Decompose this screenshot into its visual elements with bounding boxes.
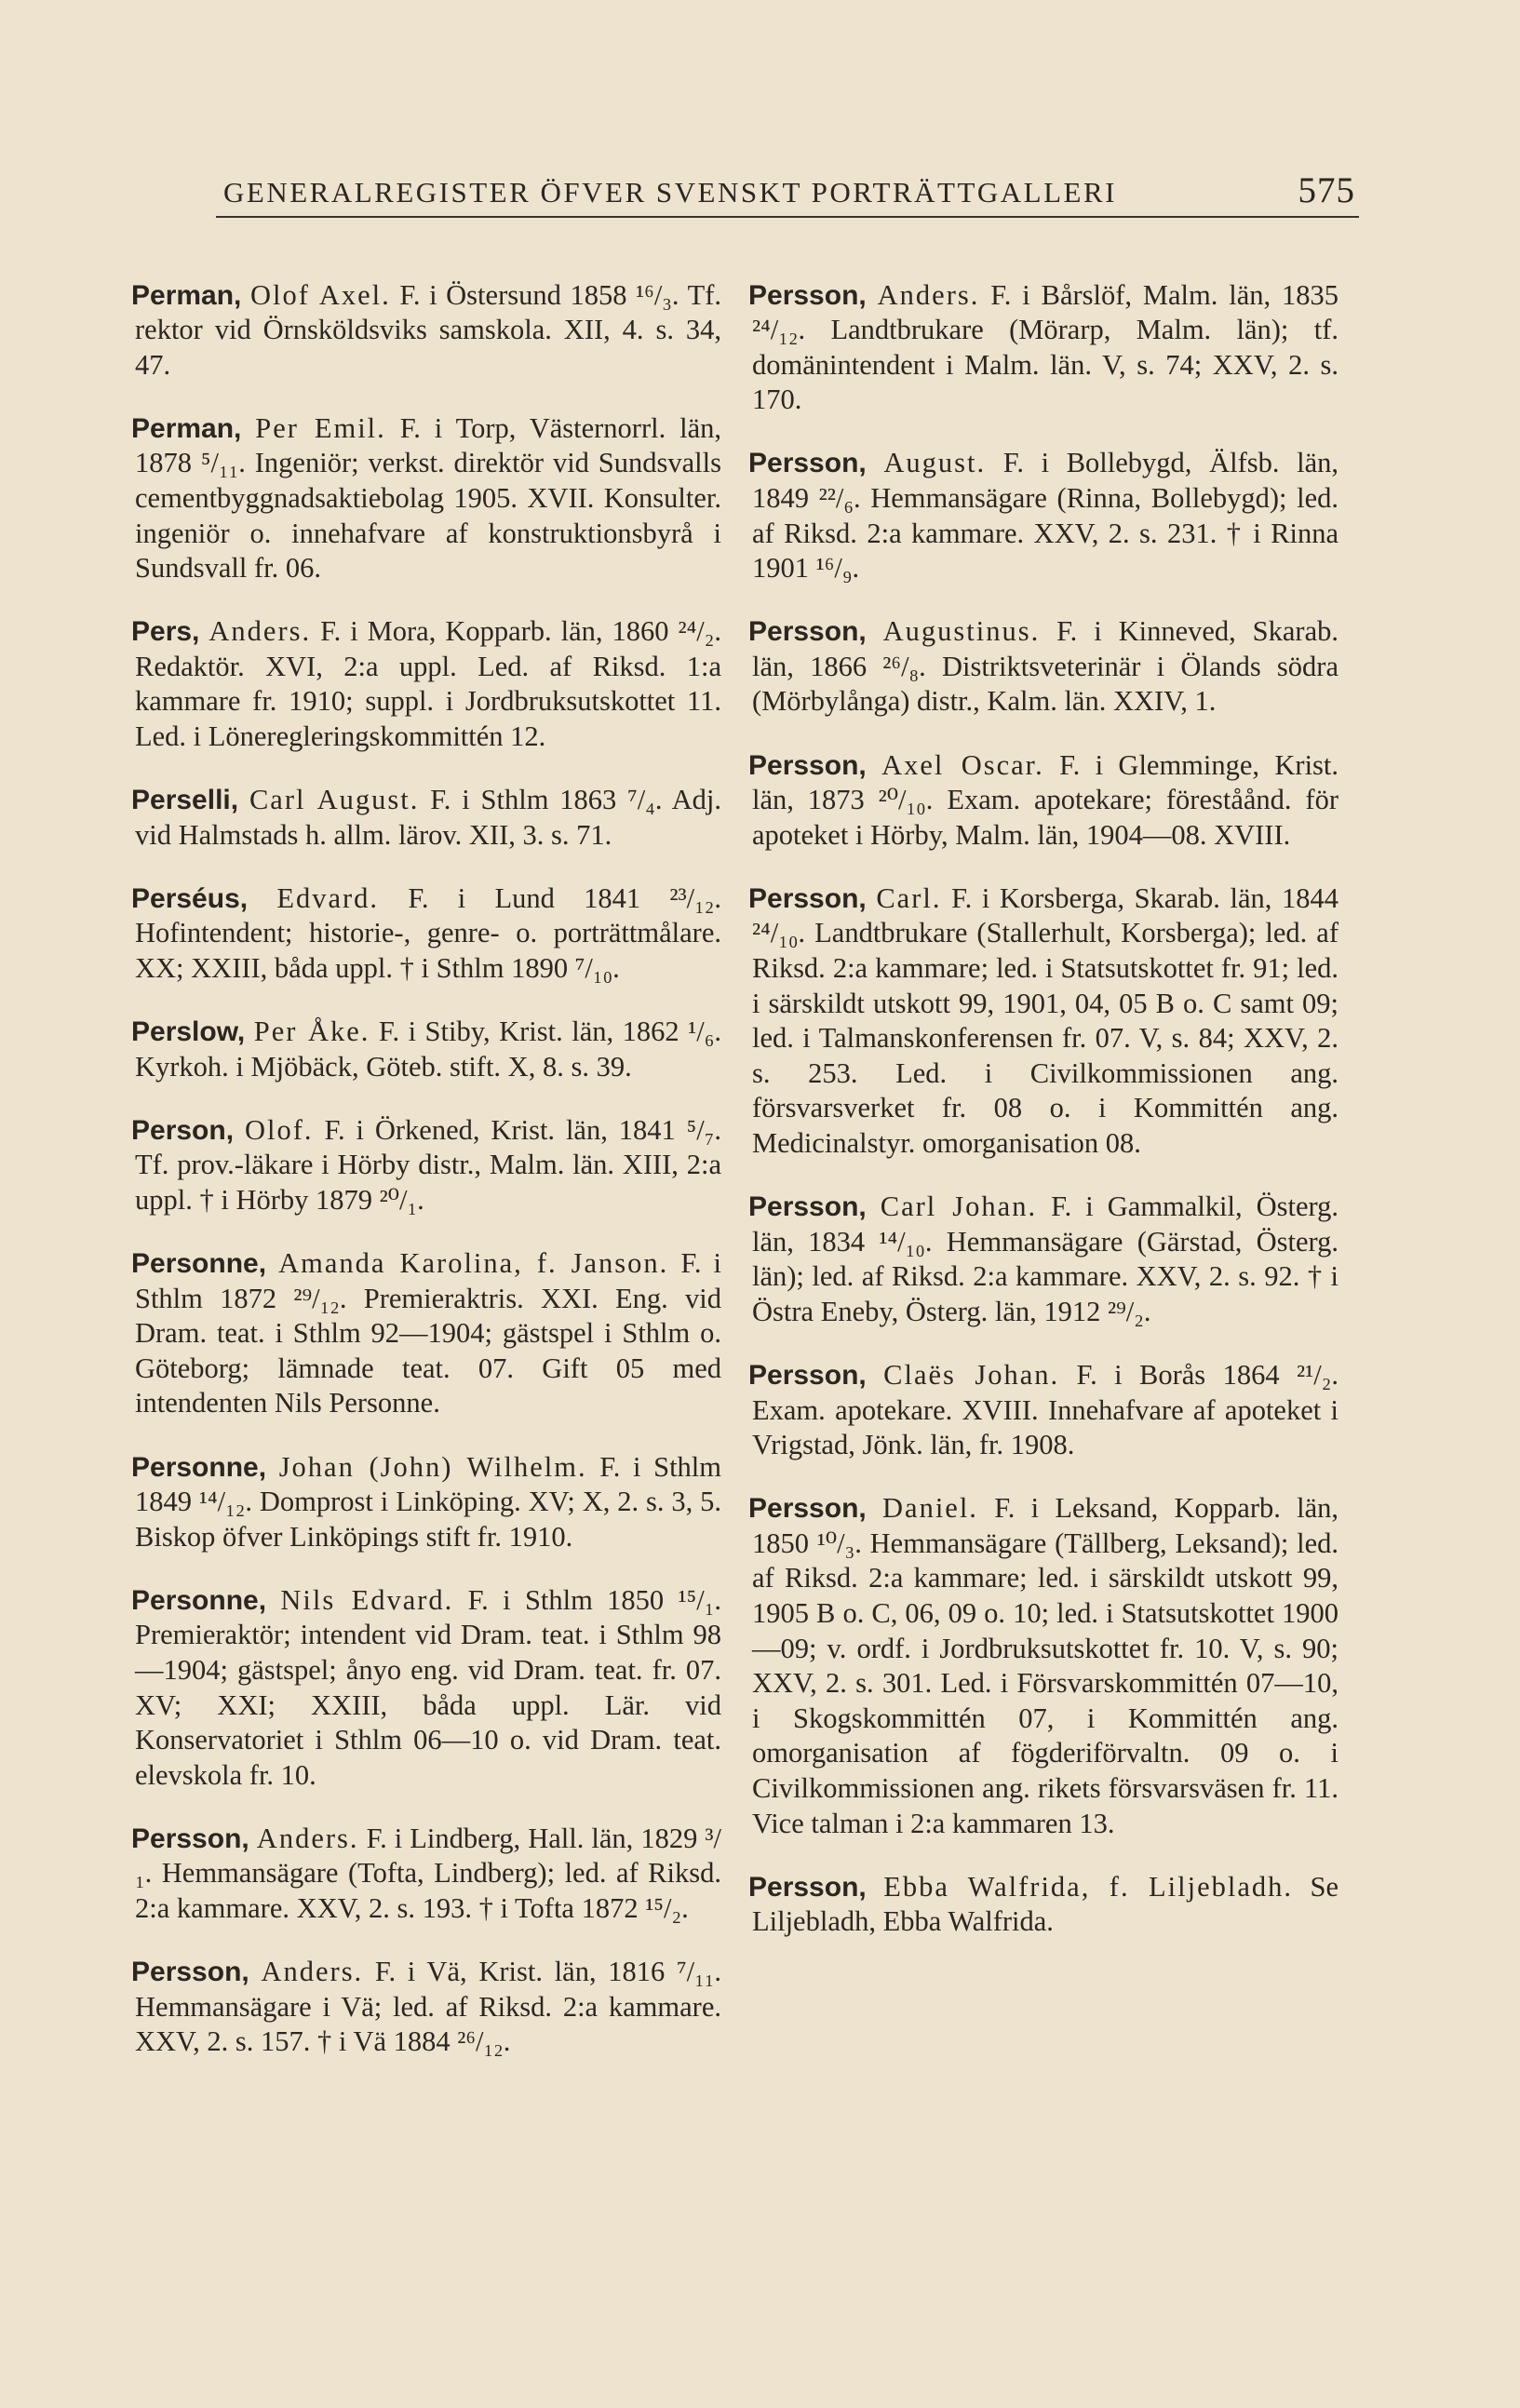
register-entry bbox=[131, 1246, 722, 1421]
entry-given-names: Augustinus. bbox=[882, 615, 1041, 648]
entry-surname: Persson, bbox=[748, 279, 867, 311]
entry-text: F. i Sthlm 1863 ⁷/₄. Adj. vid Halmstads h. allm. lärov. XII, 3. s. 71. bbox=[135, 784, 722, 851]
entry-surname: Personne, bbox=[131, 1584, 267, 1616]
entry-given-names: Anders. bbox=[256, 1822, 359, 1854]
entry-given-names: Anders. bbox=[877, 278, 980, 311]
left-column bbox=[131, 249, 722, 2071]
entry-surname: Perslow, bbox=[131, 1016, 246, 1048]
entry-surname: Persson, bbox=[748, 1191, 867, 1223]
entry-given-names: Axel Oscar. bbox=[881, 748, 1044, 781]
entry-text: F. i Stiby, Krist. län, 1862 ¹/₆. Kyrkoh. i Mjöbäck, Göteb. stift. X, 8. s. 39. bbox=[135, 1016, 722, 1083]
entry-given-names: Olof. bbox=[244, 1113, 314, 1146]
entry-text: F. i Mora, Kopparb. län, 1860 ²⁴/₂. Redaktör. XVI, 2:a uppl. Led. af Riksd. 1:a kammare fr. 1910; suppl. i Jordbruksutskottet 11. Led. i Löneregleringskommittén 12. bbox=[135, 615, 721, 753]
running-title: GENERALREGISTER ÖFVER SVENSKT PORTRÄTTGALLERI bbox=[223, 176, 1117, 209]
entry-text: F. i Bårslöf, Malm. län, 1835 ²⁴/₁₂. Landtbrukare (Mörarp, Malm. län); tf. domänintendent i Malm. län. V, s. 74; XXV, 2. s. 170. bbox=[752, 278, 1339, 416]
entry-given-names: Ebba Walfrida, f. Liljebladh. bbox=[883, 1870, 1294, 1903]
entry-given-names: Claës Johan. bbox=[883, 1358, 1060, 1391]
entry-surname: Person, bbox=[131, 1114, 235, 1146]
entry-given-names: Per Åke. bbox=[253, 1016, 370, 1048]
entry-given-names: Carl. bbox=[876, 881, 942, 914]
register-entry bbox=[131, 1822, 722, 1927]
entry-surname: Persson, bbox=[748, 448, 867, 479]
register-entry bbox=[131, 614, 721, 754]
entry-surname: Perman, bbox=[131, 279, 242, 311]
entry-text: F. i Vä, Krist. län, 1816 ⁷/₁₁. Hemmansägare i Vä; led. af Riksd. 2:a kammare. XXV, 2. s. 157. † i Vä 1884 ²⁶/₁₂. bbox=[135, 1956, 722, 2058]
entry-text: F. i Sthlm 1850 ¹⁵/₁. Premieraktör; intendent vid Dram. teat. i Sthlm 98—1904; gästspel; ånyo eng. vid Dram. teat. fr. 07. XV; XXI; XXIII, båda uppl. Lär. vid Konservatoriet i Sthlm 06—10 o. vid Dram. teat. elevskola fr. 10. bbox=[135, 1583, 722, 1791]
entry-given-names: Daniel. bbox=[882, 1492, 978, 1525]
entry-given-names: Anders. bbox=[208, 615, 312, 648]
entry-given-names: Carl Johan. bbox=[880, 1191, 1038, 1223]
entry-surname: Persson, bbox=[748, 1493, 867, 1525]
entry-surname: Perman, bbox=[131, 412, 242, 444]
register-entry bbox=[748, 881, 1339, 1162]
entry-given-names: Olof Axel. bbox=[250, 278, 391, 311]
entry-surname: Personne, bbox=[131, 1451, 267, 1483]
register-entry bbox=[131, 881, 722, 987]
register-entry bbox=[131, 411, 722, 586]
register-entry bbox=[131, 783, 722, 853]
entry-text: F. i Lund 1841 ²³/₁₂. Hofintendent; historie-, genre- o. porträttmålare. XX; XXIII, båda uppl. † i Sthlm 1890 ⁷/₁₀. bbox=[135, 881, 722, 984]
register-entry bbox=[131, 1450, 721, 1555]
register-entry bbox=[131, 1955, 722, 2060]
right-column bbox=[748, 249, 1339, 1951]
entry-surname: Persson, bbox=[748, 749, 867, 781]
entry-text: F. i Torp, Västernorrl. län, 1878 ⁵/₁₁. Ingeniör; verkst. direktör vid Sundsvalls cementbyggnadsaktiebolag 1905. XVII. Konsulter. ingeniör o. innehafvare af konstruktionsbyrå i Sundsvall fr. 06. bbox=[135, 411, 722, 585]
entry-given-names: Anders. bbox=[261, 1956, 364, 1988]
register-entry bbox=[748, 446, 1339, 585]
entry-text: F. i Glemminge, Krist. län, 1873 ²⁰/₁₀. Exam. apotekare; föreståånd. för apoteket i Hörby, Malm. län, 1904—08. XVIII. bbox=[752, 748, 1339, 851]
entry-surname: Personne, bbox=[131, 1248, 267, 1280]
entry-given-names: Per Emil. bbox=[255, 411, 386, 444]
entry-surname: Persson, bbox=[748, 1871, 867, 1903]
entry-surname: Pers, bbox=[131, 616, 200, 648]
entry-text: F. i Kinneved, Skarab. län, 1866 ²⁶/₈. Distriktsveterinär i Ölands södra (Mörbylånga) distr., Kalm. län. XXIV, 1. bbox=[752, 615, 1338, 718]
entry-text: F. i Leksand, Kopparb. län, 1850 ¹⁰/₃. Hemmansägare (Tällberg, Leksand); led. af Riksd. 2:a kammare; led. i särskildt utskott 99, 1905 B o. C, 06, 09 o. 10; led. i Statsutskottet 1900—09; v. ordf. i Jordbruksutskottet fr. 10. V, s. 90; XXV, 2. s. 301. Led. i Försvarskommittén 07—10, i Skogskommittén 07, i Kommittén ang. omorganisation af fögderiförvaltn. 09 o. i Civilkommissionen ang. rikets försvarsväsen fr. 11. Vice talman i 2:a kammaren 13. bbox=[752, 1492, 1339, 1839]
register-entry bbox=[748, 1491, 1339, 1841]
entry-text: F. i Bollebygd, Älfsb. län, 1849 ²²/₆. Hemmansägare (Rinna, Bollebygd); led. af Riksd. 2:a kammare. XXV, 2. s. 231. † i Rinna 1901 ¹⁶/₉. bbox=[752, 447, 1339, 585]
entry-given-names: Amanda Karolina, f. Janson. bbox=[278, 1247, 669, 1280]
register-entry bbox=[131, 1583, 722, 1794]
entry-given-names: Carl August. bbox=[249, 784, 420, 816]
entry-text: F. i Lindberg, Hall. län, 1829 ³/₁. Hemmansägare (Tofta, Lindberg); led. af Riksd. 2:a kammare. XXV, 2. s. 193. † i Tofta 1872 ¹⁵/₂. bbox=[135, 1822, 722, 1925]
register-entry bbox=[131, 278, 722, 383]
register-entry bbox=[748, 278, 1339, 418]
entry-surname: Perséus, bbox=[131, 882, 249, 914]
entry-given-names: Edvard. bbox=[276, 881, 380, 914]
entry-surname: Persson, bbox=[131, 1823, 249, 1854]
entry-given-names: Nils Edvard. bbox=[280, 1583, 454, 1616]
register-entry bbox=[131, 1113, 722, 1218]
entry-surname: Persson, bbox=[131, 1957, 249, 1988]
register-entry bbox=[131, 1015, 722, 1084]
entry-given-names: August. bbox=[883, 447, 987, 479]
register-entry bbox=[748, 1358, 1339, 1463]
entry-text: F. i Sthlm 1872 ²⁹/₁₂. Premieraktris. XXI. Eng. vid Dram. teat. i Sthlm 92—1904; gästspel i Sthlm o. Göteborg; lämnade teat. 07. Gift 05 med intendenten Nils Personne. bbox=[135, 1247, 722, 1419]
entry-text: F. i Östersund 1858 ¹⁶/₃. Tf. rektor vid Örnsköldsviks samskola. XII, 4. s. 34, 47. bbox=[135, 278, 722, 381]
entry-text: F. i Örkened, Krist. län, 1841 ⁵/₇. Tf. prov.-läkare i Hörby distr., Malm. län. XIII, 2:a uppl. † i Hörby 1879 ²⁰/₁. bbox=[135, 1113, 722, 1216]
entry-text: F. i Sthlm 1849 ¹⁴/₁₂. Domprost i Linköping. XV; X, 2. s. 3, 5. Biskop öfver Linköpings stift fr. 1910. bbox=[135, 1450, 721, 1553]
entry-text: F. i Gammalkil, Österg. län, 1834 ¹⁴/₁₀. Hemmansägare (Gärstad, Österg. län); led. af Riksd. 2:a kammare. XXV, 2. s. 92. † i Östra Eneby, Österg. län, 1912 ²⁹/₂. bbox=[752, 1191, 1339, 1327]
entry-surname: Persson, bbox=[748, 882, 867, 914]
entry-text: F. i Borås 1864 ²¹/₂. Exam. apotekare. XVIII. Innehafvare af apoteket i Vrigstad, Jönk. län, fr. 1908. bbox=[752, 1358, 1339, 1461]
register-entry bbox=[748, 748, 1339, 854]
entry-text: Se Liljebladh, Ebba Walfrida. bbox=[752, 1870, 1338, 1938]
entry-given-names: Johan (John) Wilhelm. bbox=[278, 1450, 587, 1483]
entry-surname: Perselli, bbox=[131, 785, 239, 816]
register-entry bbox=[748, 1190, 1339, 1329]
entry-surname: Persson, bbox=[748, 616, 867, 648]
entry-text: F. i Korsberga, Skarab. län, 1844 ²⁴/₁₀. Landtbrukare (Stallerhult, Korsberga); led. af Riksd. 2:a kammare; led. i Statsutskottet fr. 91; led. i särskildt utskott 99, 1901, 04, 05 B o. C samt 09; led. i Talmanskonferensen fr. 07. V, s. 84; XXV, 2. s. 253. Led. i Civilkommissionen ang. försvarsverket fr. 08 o. i Kommittén ang. Medicinalstyr. omorganisation 08. bbox=[752, 881, 1339, 1159]
register-entry bbox=[748, 614, 1338, 720]
register-entry bbox=[748, 1870, 1338, 1940]
entry-surname: Persson, bbox=[748, 1359, 867, 1391]
header-rule bbox=[216, 216, 1359, 218]
page-number: 575 bbox=[1298, 170, 1355, 210]
